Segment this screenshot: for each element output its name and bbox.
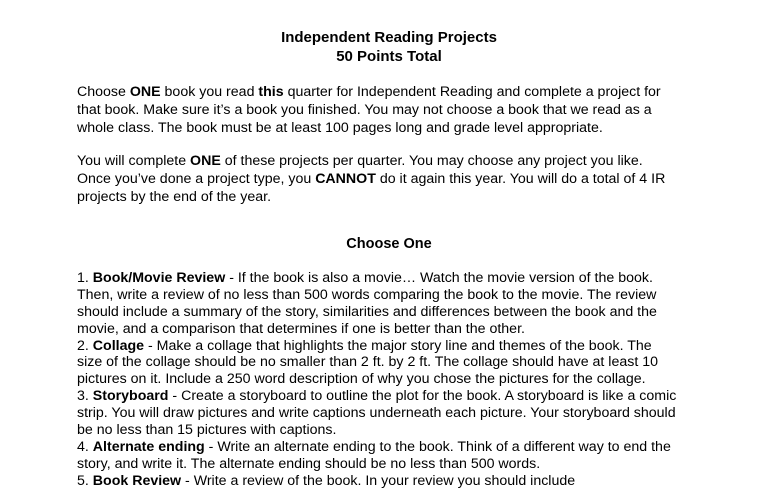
intro-paragraph xyxy=(77,83,757,137)
project-number: 4. xyxy=(77,438,93,455)
text-bold: ONE xyxy=(129,84,161,100)
project-item xyxy=(77,473,757,490)
project-item xyxy=(77,439,757,456)
project-name: Collage xyxy=(92,337,145,354)
text: Choose xyxy=(77,84,130,100)
project-item-line: pictures on it. Include a 250 word description of why you chose the pictures for the collage. xyxy=(77,371,646,388)
text: quarter for Independent Reading and complete a project for xyxy=(283,84,661,100)
project-number: 5. xyxy=(77,472,93,489)
text-line: whole class. The book must be at least 100 pages long and grade level appropriate. xyxy=(77,120,603,136)
project-name: Book/Movie Review xyxy=(92,270,226,286)
project-number: 3. xyxy=(77,388,93,405)
text-bold: ONE xyxy=(190,153,221,169)
project-number: 2. xyxy=(77,337,93,354)
text-bold: CANNOT xyxy=(315,171,376,187)
project-description: - If the book is also a movie… Watch the movie version of the book. xyxy=(225,270,653,286)
document-subtitle: 50 Points Total xyxy=(336,48,442,65)
project-item-line: movie, and a comparison that determines if one is better than the other. xyxy=(77,320,525,337)
document-title: Independent Reading Projects xyxy=(281,29,497,46)
project-description: - Create a storyboard to outline the plot for the book. A storyboard is like a comic xyxy=(168,388,677,405)
text-line: projects by the end of the year. xyxy=(77,189,272,205)
text: Once you’ve done a project type, you xyxy=(77,171,316,187)
section-heading: Choose One xyxy=(346,236,432,252)
project-item xyxy=(77,270,757,287)
project-description: - Write an alternate ending to the book. Think of a different way to end the xyxy=(204,438,671,455)
project-item-line: Then, write a review of no less than 500 words comparing the book to the movie. The review xyxy=(77,286,657,303)
project-item xyxy=(77,388,757,405)
project-name: Storyboard xyxy=(92,388,169,405)
text: do it again this year. You will do a total of 4 IR xyxy=(375,171,666,187)
project-item-line: size of the collage should be no smaller than 2 ft. by 2 ft. The collage should have at least 10 xyxy=(77,354,659,371)
project-name: Book Review xyxy=(92,472,182,489)
project-item-line: be no less than 15 pictures with captions. xyxy=(77,422,337,439)
text: book you read xyxy=(160,84,259,100)
project-item-line: story, and write it. The alternate ending should be no less than 500 words. xyxy=(77,455,541,472)
project-item xyxy=(77,338,757,355)
project-item-line: strip. You will draw pictures and write captions underneath each picture. Your storyboard should xyxy=(77,405,676,422)
project-description: - Write a review of the book. In your review you should include xyxy=(181,472,576,489)
text-bold: this xyxy=(258,84,284,100)
text: You will complete xyxy=(77,153,191,169)
project-list xyxy=(77,270,757,490)
project-name: Alternate ending xyxy=(92,438,205,455)
rules-paragraph xyxy=(77,152,757,206)
text: of these projects per quarter. You may choose any project you like. xyxy=(220,153,643,169)
project-item-line: should include a summary of the story, similarities and differences between the book and the xyxy=(77,303,657,320)
project-description: - Make a collage that highlights the major story line and themes of the book. The xyxy=(144,337,652,354)
project-number: 1. xyxy=(77,270,93,286)
text-line: that book. Make sure it’s a book you finished. You may not choose a book that we read as a xyxy=(77,102,652,118)
